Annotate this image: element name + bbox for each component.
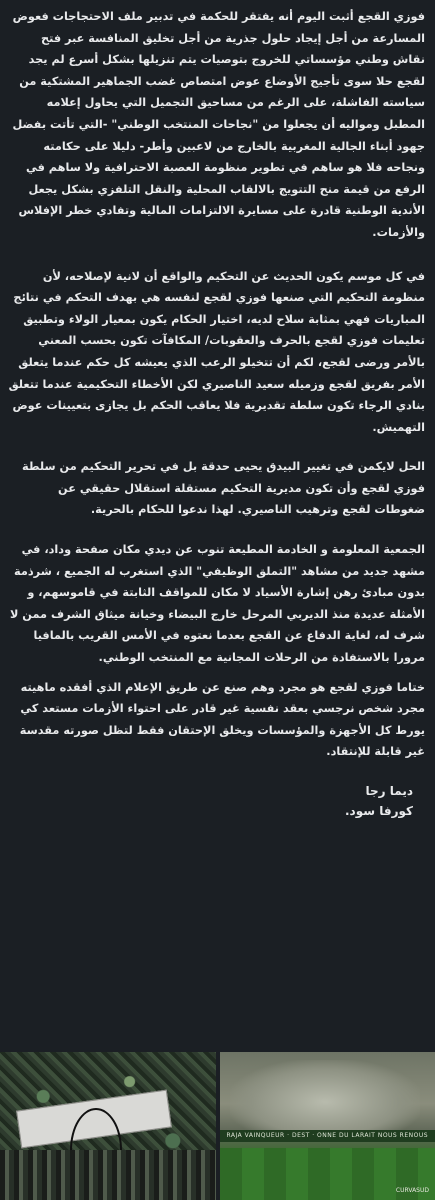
signature-line-1: ديما رجا <box>365 784 413 798</box>
signature <box>8 781 425 821</box>
signature-line-2: كورفا سود. <box>345 804 413 818</box>
crowd <box>0 1150 216 1200</box>
smoke-cloud <box>230 1060 420 1130</box>
paragraph-1: فوزي القجع أثبت اليوم أنه يفتقر للحكمة في تدبير ملف الاحتجاجات فعوض المسارعة من أجل إيجاد حلول جذرية من أجل تخليق المنافسة عبر فتح نقاش وطني مؤسساتي للخروج بتوصيات يتم تنزيلها بشكل أسرع لم يجد لقجع حلا سوى تأجيج الأوضاع عوض امتصاص غضب الجماهير المشتكية من سياسته الفاشلة، على الرغم من مساحيق التجميل التي يحاول إعلامه المطبل ومواليه أن يجعلوا من "نجاحات المنتخب الوطني" -التي تأتت بفضل جهود أبناء الجالية المغربية بالخارج من لاعبين وأطر- دليلا على حكامته ونجاحه فلا هو ساهم في تطوير منظومة العصبة الاحترافية ولا ساهم في الرفع من قيمة منح التتويج بالالقاب المحلية والنقل التلفزي بشكل يجعل الأندية الوطنية قادرة على مسايرة الالتزامات المالية وتفادي خطر الإفلاس والأزمات. <box>12 10 425 239</box>
stand-banner: RAJA VAINQUEUR · DEST · ONNE DU LARAIT NOUS RENOUS <box>220 1130 435 1142</box>
stadium-photo-tifo[interactable] <box>0 1052 216 1200</box>
photo-strip <box>0 1052 435 1200</box>
paragraph-5: ختاما فوزي لقجع هو مجرد وهم صنع عن طريق الإعلام الذي أفقده ماهيته مجرد شخص نرجسي بعقد نفسية غير قادر على احتواء الأزمات مستعد كي يورط كل الأجهزة والمؤسسات ويخلق الإحتقان فقط لتظل صورته مقدسة غير قابلة للإنتقاد. <box>19 680 425 759</box>
photo-watermark: CURVASUD <box>395 1187 429 1194</box>
paragraph-2: في كل موسم يكون الحديث عن التحكيم والواقع أن لانية لإصلاحه، لأن منظومة التحكيم التي صنعها فوزي لقجع لنفسه هي بهدف التحكم في نتائج المباريات فهي بمثابة سلاح لديه، اختيار الحكام يكون بمعيار الولاء وتطبيق تعليمات فوزي لقجع بالحرف والعقوبات/ المكافآت تكون بحسب المعني بالأمر ورضى لقجع، لكم أن تتخيلو الرعب الذي يعيشه كل حكم عندما يتعلق الأمر بفريق لقجع وزميله سعيد الناصيري لكن الأخطاء التحكيمية عندما تتعلق بنادي الرجاء تكون سلطة تقديرية فلا يعاقب الحكم بل يجازى بتعيينات عوض التهميش. <box>8 269 425 434</box>
paragraph-4: الجمعية المعلومة و الخادمة المطيعة تنوب عن ديدي مكان صفحة وداد، في مشهد جديد من مشاهد "التملق الوظيفي" الذي استغرب له الجميع ، شرذمة بدون مبادئ رهن إشارة الأسياد لا مكان للمواقف الثابتة في قاموسهم، و الأمثلة عديدة منذ الديربي المرحل خارج البيضاء وخيانة ميثاق الشرف ممن لا شرف له، لغاية الدفاع عن القجع بعدما نعتوه في الأمس القريب بالمافيا مرورا بالاستفادة من الرحلات المجانية مع المنتخب الوطني. <box>9 543 425 665</box>
paragraph-3: الحل لايكمن في تغيير البيدق يحيى حدقة بل في تحرير التحكيم من سلطة فوزي لقجع وأن تكون مديرية التحكيم مستقلة استقلال حقيقي عن ضغوطات لقجع وترهيب الناصيري. لهذا ندعوا للحكام بالحرية. <box>22 460 425 517</box>
stadium-photo-smoke[interactable] <box>220 1052 435 1200</box>
